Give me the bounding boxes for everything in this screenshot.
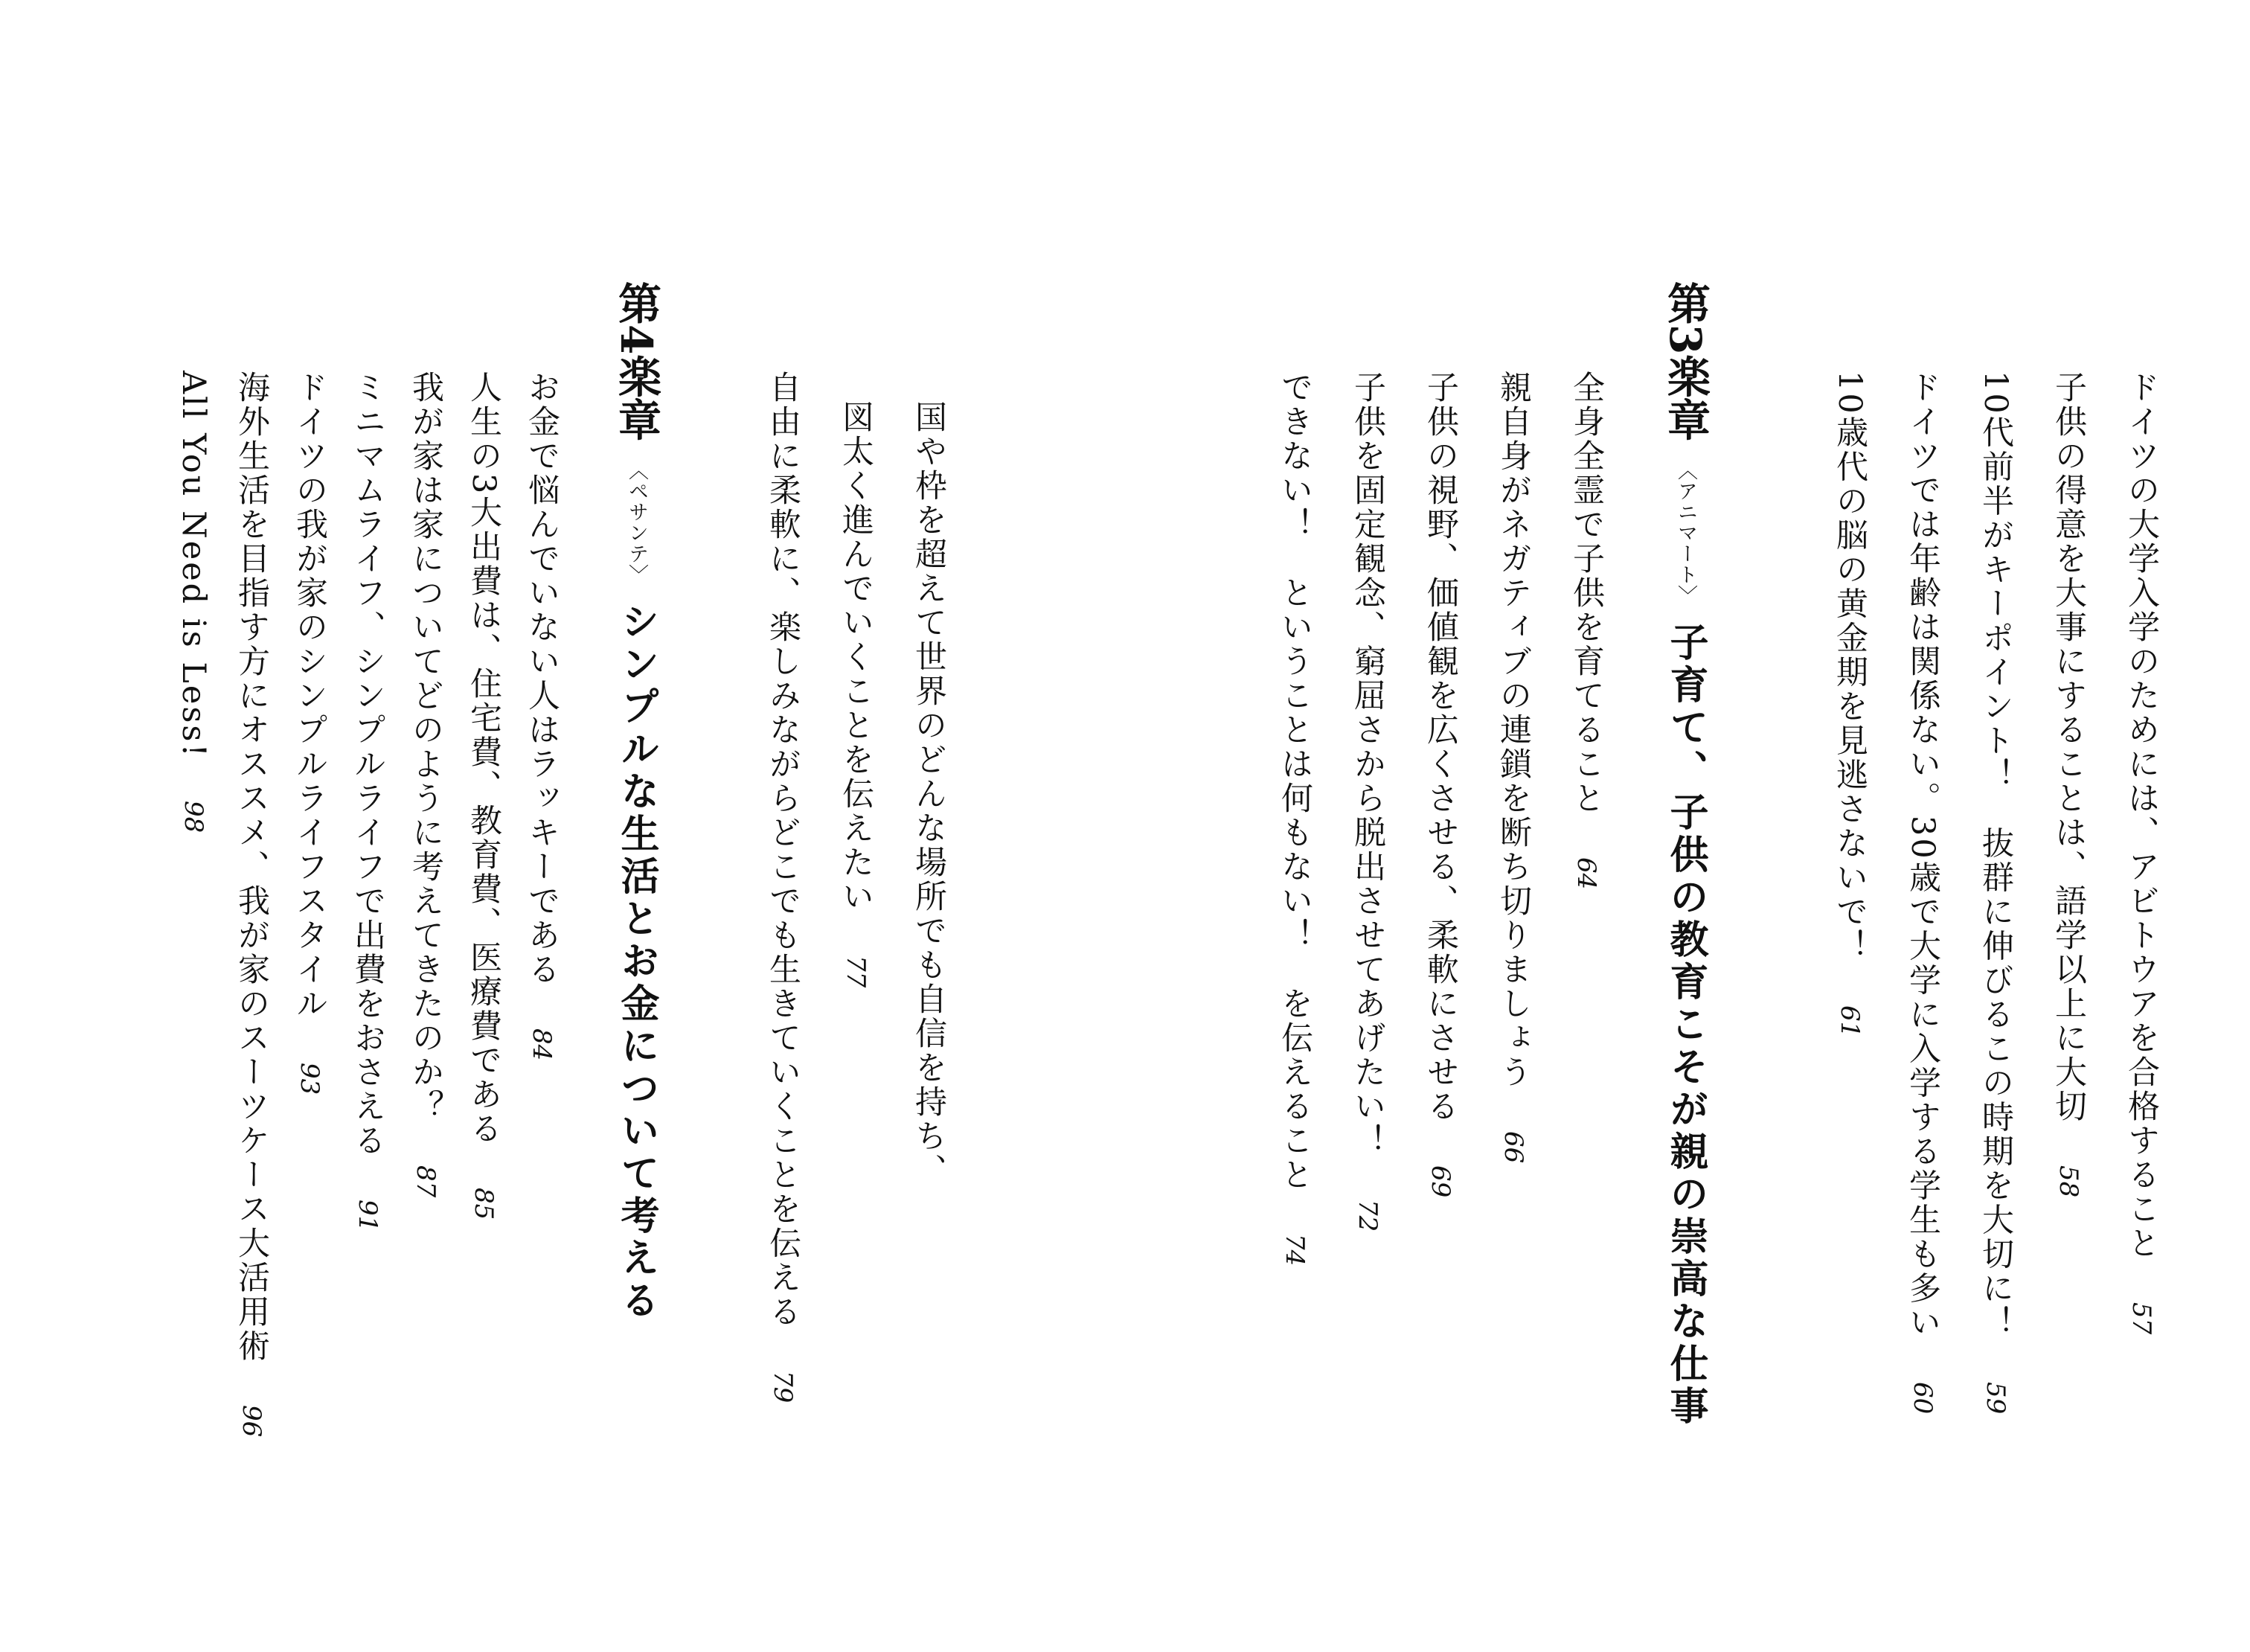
- toc-entry: [465, 371, 502, 1220]
- page-number: 84: [527, 1028, 557, 1061]
- page-number: 64: [1571, 857, 1601, 890]
- page-number: 98: [179, 800, 208, 833]
- entry-text: 子供の視野、価値観を広くさせる、柔軟にさせる: [1422, 371, 1459, 1124]
- chapter-heading: [1660, 281, 1711, 1429]
- toc-entry: [837, 400, 874, 988]
- toc-entry: [175, 371, 212, 833]
- page-number: 58: [2054, 1165, 2083, 1198]
- page-number: 57: [2126, 1302, 2156, 1335]
- entry-text: ドイツでは年齢は関係ない。30歳で大学に入学する学生も多い: [1904, 371, 1941, 1340]
- entry-text: 海外生活を目指す方にオススメ、我が家のスーツケース大活用術: [233, 371, 270, 1363]
- page-number: 59: [1981, 1381, 2010, 1414]
- page-number: 60: [1908, 1381, 1938, 1414]
- toc-entry: [291, 371, 328, 1095]
- toc-entry: [1831, 371, 1868, 1037]
- chapter-tempo: 〈アニマート〉: [1674, 460, 1697, 606]
- entry-text: 10歳代の脳の黄金期を見逃さないで！: [1831, 371, 1868, 964]
- entry-text: 10代前半がキーポイント！ 抜群に伸びるこの時期を大切に！: [1977, 371, 2014, 1340]
- toc-entry: [1276, 371, 1313, 1267]
- page-number: 85: [469, 1188, 499, 1220]
- chapter-number: 第4楽章: [611, 281, 661, 441]
- entry-text: 図太く進んでいくことを伝えたい: [837, 400, 874, 914]
- toc-entry: [1422, 371, 1459, 1198]
- toc-entry: [349, 371, 386, 1232]
- entry-text: お金で悩んでいない人はラッキーである: [523, 371, 560, 987]
- entry-text: 国や枠を超えて世界のどんな場所でも自信を持ち、: [910, 400, 947, 1188]
- toc-entry: [764, 371, 801, 1403]
- entry-text: ミニマムライフ、シンプルライフで出費をおさえる: [349, 371, 386, 1158]
- chapter-heading: [611, 281, 661, 1323]
- page-number: 96: [237, 1405, 266, 1438]
- page-number: 79: [768, 1371, 798, 1403]
- chapter-number: 第3楽章: [1660, 281, 1711, 441]
- entry-text: ドイツの大学入学のためには、アビトウアを合格すること: [2123, 371, 2160, 1261]
- toc-entry: [1904, 371, 1941, 1414]
- entry-text: 自由に柔軟に、楽しみながらどこでも生きていくことを伝える: [764, 371, 801, 1329]
- page-number: 61: [1835, 1005, 1865, 1037]
- page-number: 66: [1499, 1131, 1528, 1164]
- entry-text: 子供の得意を大事にすることは、語学以上に大切: [2050, 371, 2087, 1124]
- page-number: 69: [1426, 1165, 1455, 1198]
- chapter-title: 子育て、子供の教育こそが親の崇高な仕事: [1663, 622, 1708, 1429]
- page-number: 74: [1280, 1234, 1310, 1267]
- page-number: 87: [411, 1165, 440, 1198]
- entry-text: 我が家は家についてどのように考えてきたのか？: [407, 371, 444, 1124]
- page-number: 77: [841, 955, 871, 988]
- chapter-tempo: 〈ペサンテ〉: [625, 460, 648, 586]
- toc-entry: [523, 371, 560, 1061]
- toc-entry: [2050, 371, 2087, 1198]
- chapter-title: シンプルな生活とお金について考える: [614, 601, 658, 1323]
- entry-text: 子供を固定観念、窮屈さから脱出させてあげたい！: [1349, 371, 1386, 1158]
- toc-entry: [233, 371, 270, 1438]
- page-number: 91: [353, 1200, 382, 1232]
- toc-entry: [1568, 371, 1605, 890]
- toc-entry: [1495, 371, 1532, 1164]
- entry-text: ドイツの我が家のシンプルライフスタイル: [291, 371, 328, 1021]
- page-number: 72: [1353, 1200, 1382, 1232]
- entry-text: 全身全霊で子供を育てること: [1568, 371, 1605, 816]
- entry-text: 人生の3大出費は、住宅費、教育費、医療費である: [465, 371, 502, 1147]
- toc-entry: [1977, 371, 2014, 1414]
- toc-entry: [1349, 371, 1386, 1232]
- entry-text: All You Need is Less!: [175, 371, 212, 759]
- toc-entry: [407, 371, 444, 1198]
- entry-text: 親自身がネガティブの連鎖を断ち切りましょう: [1495, 371, 1532, 1089]
- entry-text: できない！ ということは何もない！ を伝えること: [1276, 371, 1313, 1192]
- page-number: 93: [295, 1063, 324, 1095]
- toc-entry: [910, 400, 947, 1188]
- toc-entry: [2123, 371, 2160, 1335]
